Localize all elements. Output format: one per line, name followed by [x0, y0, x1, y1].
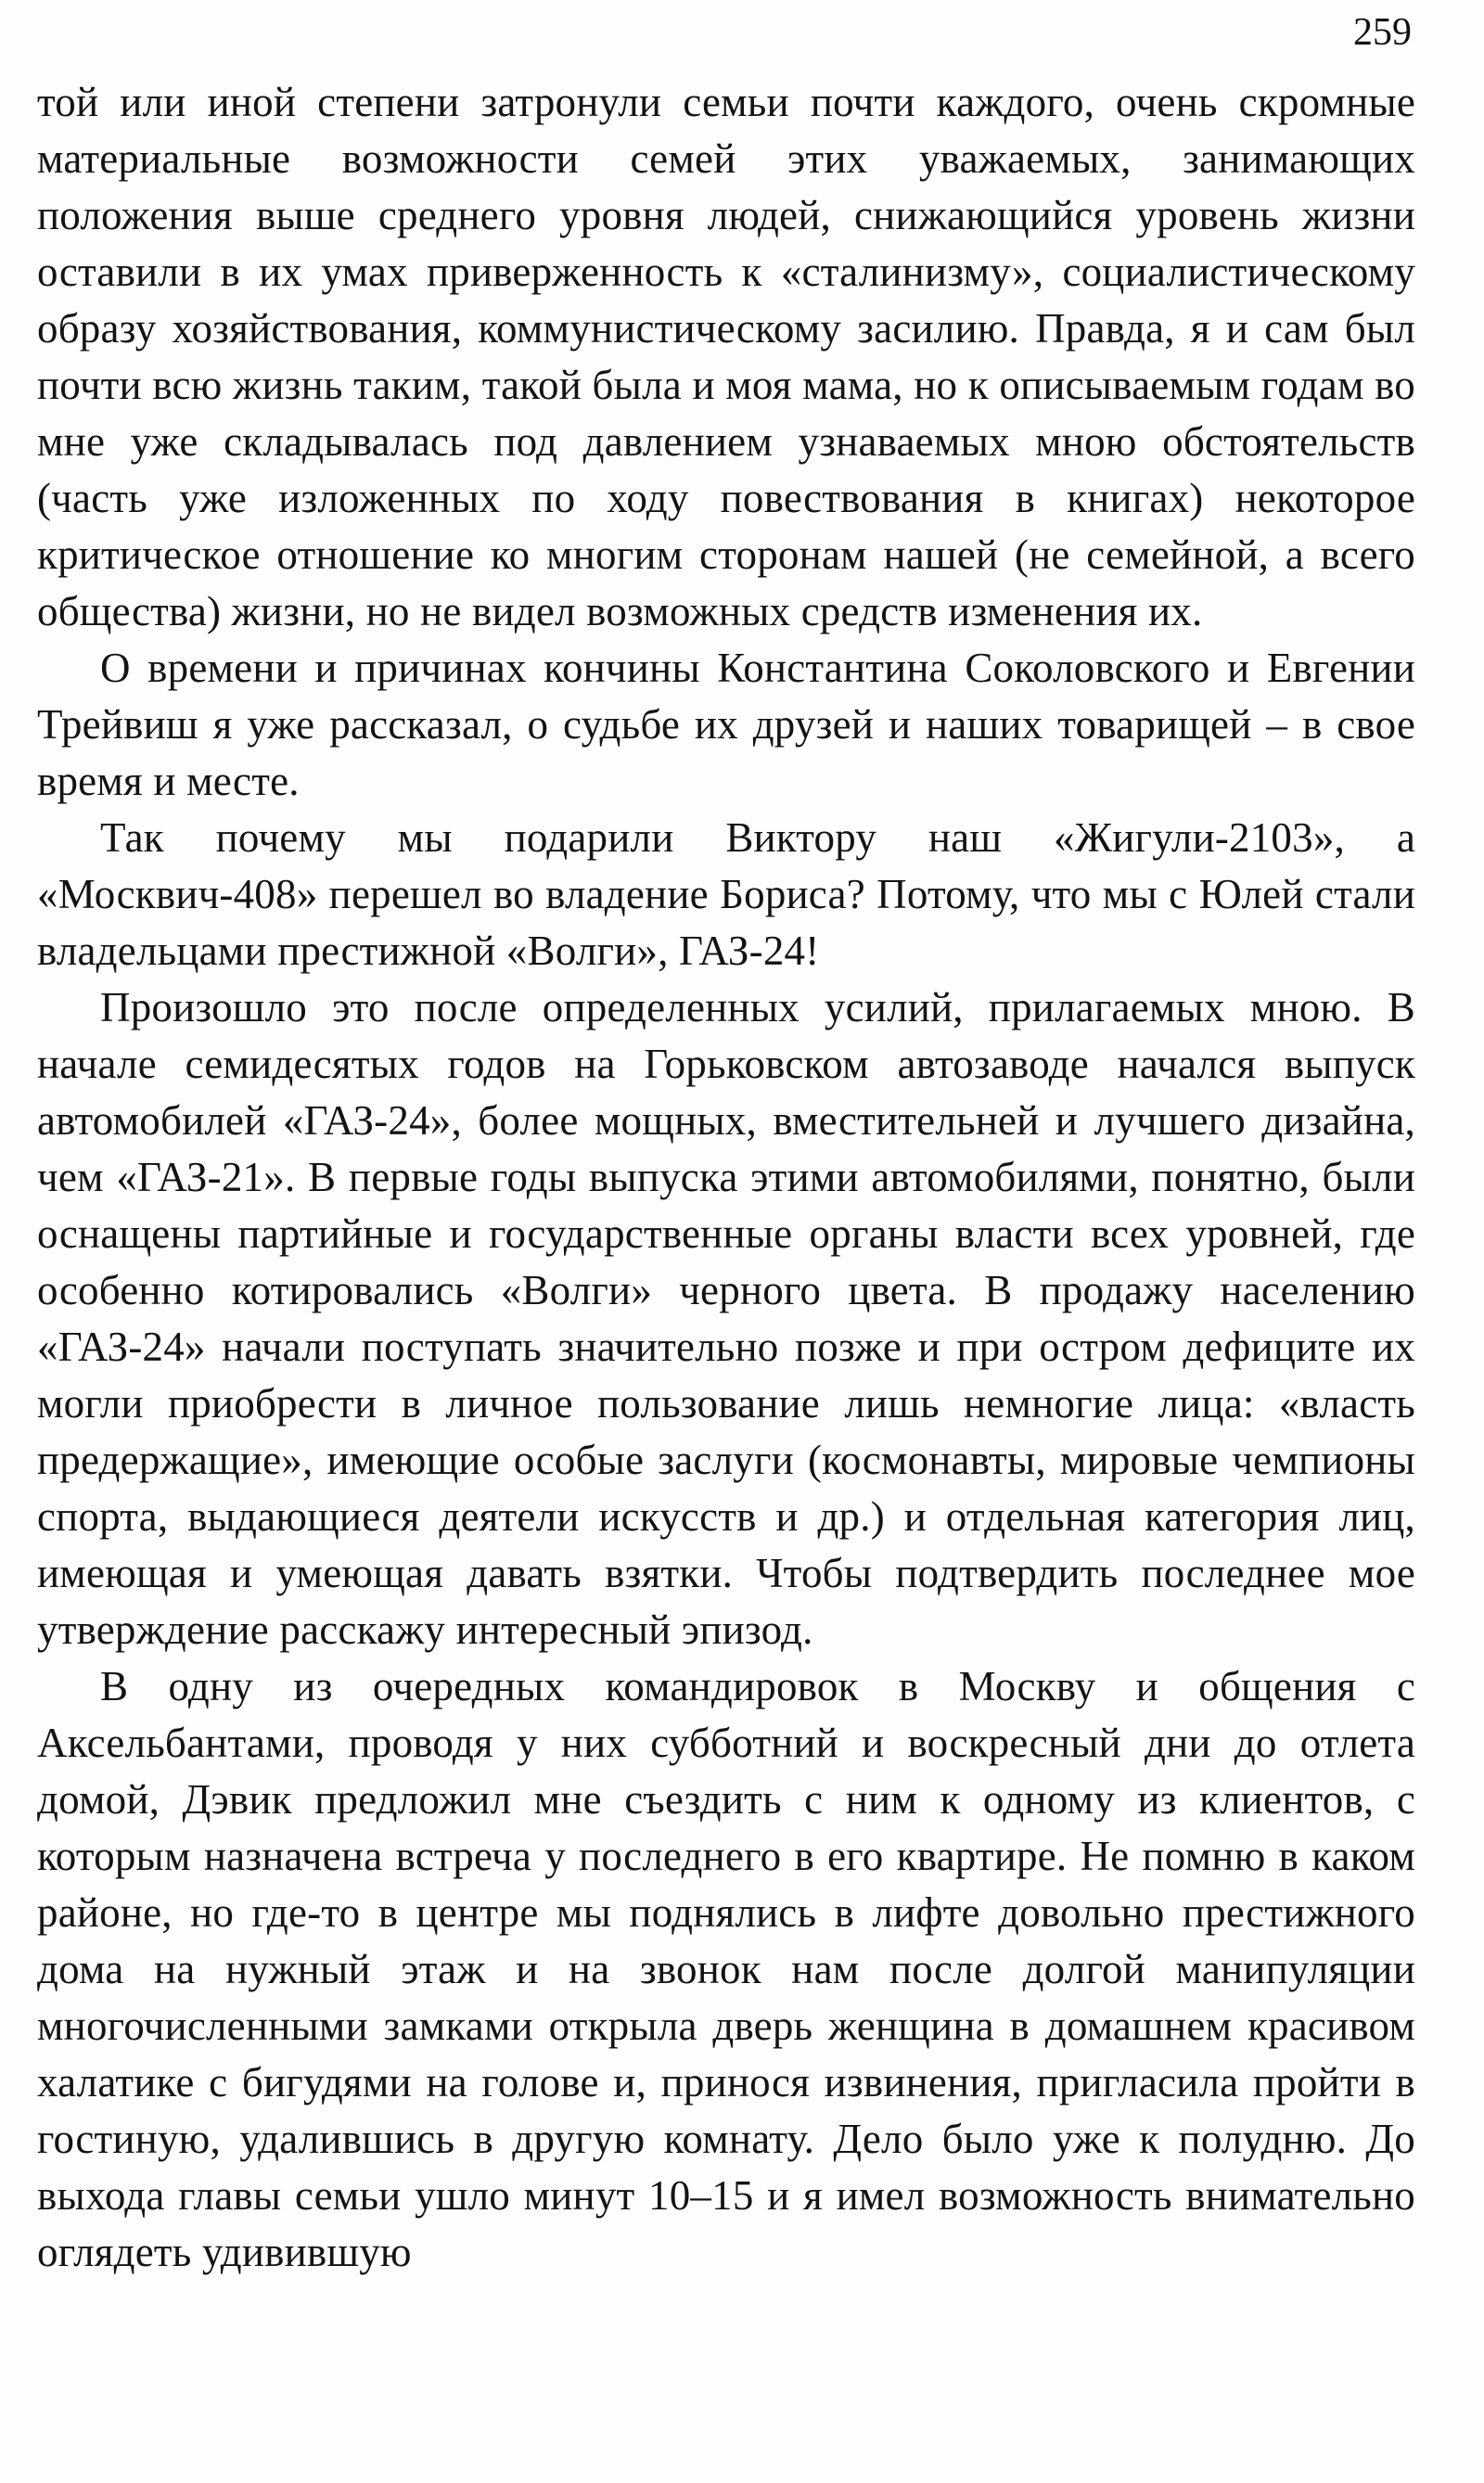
page-number: 259	[1353, 11, 1412, 54]
paragraph-3: Так почему мы подарили Виктору наш «Жигули-2103», а «Москвич-408» перешел во владение Бориса? Потому, что мы с Юлей стали владельцами престижной «Волги», ГАЗ-24!	[37, 814, 1415, 975]
paragraph-1: той или иной степени затронули семьи почти каждого, очень скромные материальные возможности семей этих уважаемых, занимающих положения выше среднего уровня людей, снижающийся уровень жизни оставили в их умах приверженность к «сталинизму», социалистическому образу хозяйствования, коммунистическому засилию. Правда, я и сам был почти всю жизнь таким, такой была и моя мама, но к описываемым годам во мне уже складывалась под давлением узнаваемых мною обстоятельств (часть уже изложенных по ходу повествования в книгах) некоторое критическое отношение ко многим сторонам нашей (не семейной, а всего общества) жизни, но не видел возможных средств изменения их.	[37, 79, 1415, 635]
paragraph-4: Произошло это после определенных усилий, прилагаемых мною. В начале семидесятых годов на Горьковском автозаводе начался выпуск автомобилей «ГАЗ-24», более мощных, вместительней и лучшего дизайна, чем «ГАЗ-21». В первые годы выпуска этими автомобилями, понятно, были оснащены партийные и государственные органы власти всех уровней, где особенно котировались «Волги» черного цвета. В продажу населению «ГАЗ-24» начали поступать значительно позже и при остром дефиците их могли приобрести в личное пользование лишь немногие лица: «власть предержащие», имеющие особые заслуги (космонавты, мировые чемпионы спорта, выдающиеся деятели искусств и др.) и отдельная категория лиц, имеющая и умеющая давать взятки. Чтобы подтвердить последнее мое утверждение расскажу интересный эпизод.	[37, 984, 1415, 1654]
paragraph-5: В одну из очередных командировок в Москву и общения с Аксельбантами, проводя у них субботний и воскресный дни до отлета домой, Дэвик предложил мне съездить с ним к одному из клиентов, с которым назначена встреча у последнего в его квартире. Не помню в каком районе, но где-то в центре мы поднялись в лифте довольно престижного дома на нужный этаж и на звонок нам после долгой манипуляции многочисленными замками открыла дверь женщина в домашнем красивом халатике с бигудями на голове и, принося извинения, пригласила пройти в гостиную, удалившись в другую комнату. Дело было уже к полудню. До выхода главы семьи ушло минут 10–15 и я имел возможность внимательно оглядеть удивившую	[37, 1663, 1415, 2276]
text-block	[37, 74, 1415, 2281]
paragraph-2: О времени и причинах кончины Константина Соколовского и Евгении Трейвиш я уже рассказал, о судьбе их друзей и наших товарищей – в свое время и месте.	[37, 645, 1415, 805]
